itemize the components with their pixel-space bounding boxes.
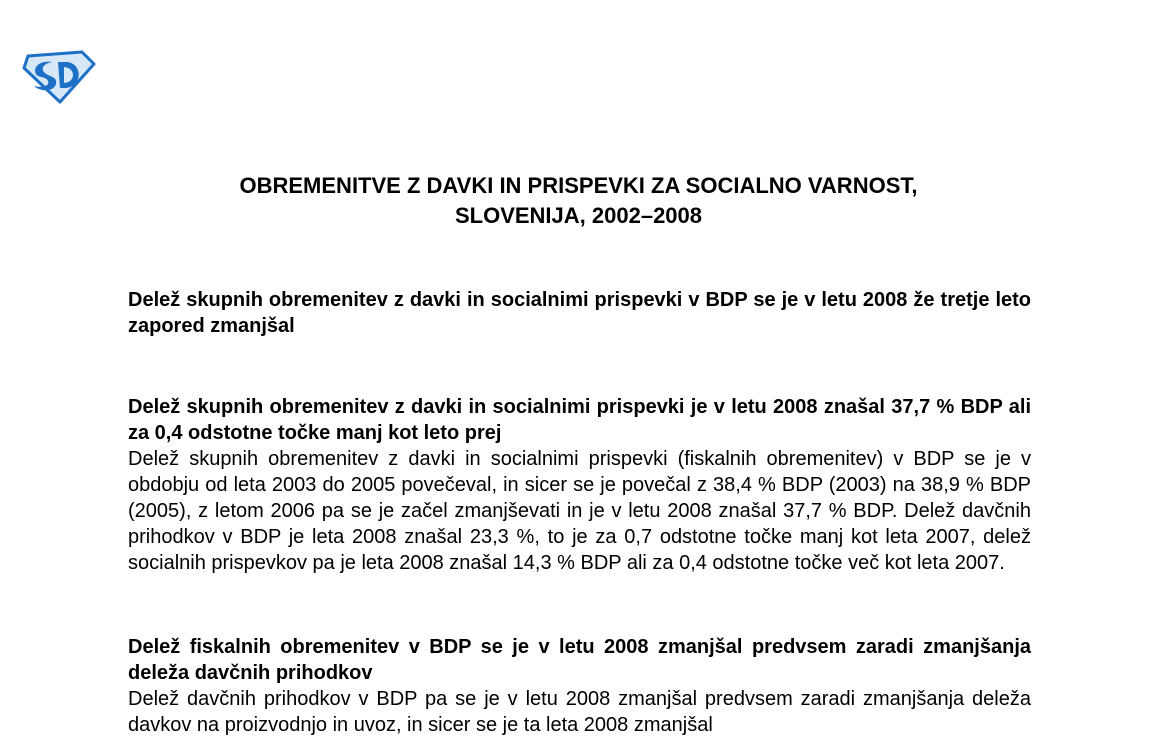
section-1	[128, 394, 1031, 576]
sd-shield-logo-icon	[22, 48, 96, 104]
section-2-heading: Delež fiskalnih obremenitev v BDP se je v letu 2008 zmanjšal predvsem zaradi zmanjšanja deleža davčnih prihodkov	[128, 636, 1031, 684]
section-1-body: Delež skupnih obremenitev z davki in socialnimi prispevki (fiskalnih obremenitev) v BDP se je v obdobju od leta 2003 do 2005 povečeval, in sicer se je povečal z 38,4 % BDP (2003) na 38,9 % BDP (2005), z letom 2006 pa se je začel zmanjševati in je v letu 2008 znašal 37,7 % BDP. Delež davčnih prihodkov v BDP je leta 2008 znašal 23,3 %, to je za 0,7 odstotne točke manj kot leta 2007, delež socialnih prispevkov pa je leta 2008 znašal 14,3 % BDP ali za 0,4 odstotne točke več kot leta 2007.	[128, 448, 1031, 574]
page-title-line-2: SLOVENIJA, 2002–2008	[454, 203, 703, 228]
lead-paragraph-block	[128, 287, 1031, 339]
section-2-body: Delež davčnih prihodkov v BDP pa se je v letu 2008 zmanjšal predvsem zaradi zmanjšanja deleža davkov na proizvodnjo in uvoz, in sicer se je ta leta 2008 zmanjšal	[128, 688, 1031, 736]
lead-paragraph: Delež skupnih obremenitev z davki in socialnimi prispevki v BDP se je v letu 2008 že tretje leto zapored zmanjšal	[128, 289, 1031, 337]
section-1-heading: Delež skupnih obremenitev z davki in socialnimi prispevki je v letu 2008 znašal 37,7 % BDP ali za 0,4 odstotne točke manj kot leto prej	[128, 396, 1031, 444]
page-title	[0, 171, 1157, 231]
page-title-line-1: OBREMENITVE Z DAVKI IN PRISPEVKI ZA SOCIALNO VARNOST,	[239, 173, 918, 198]
section-2	[128, 634, 1031, 738]
